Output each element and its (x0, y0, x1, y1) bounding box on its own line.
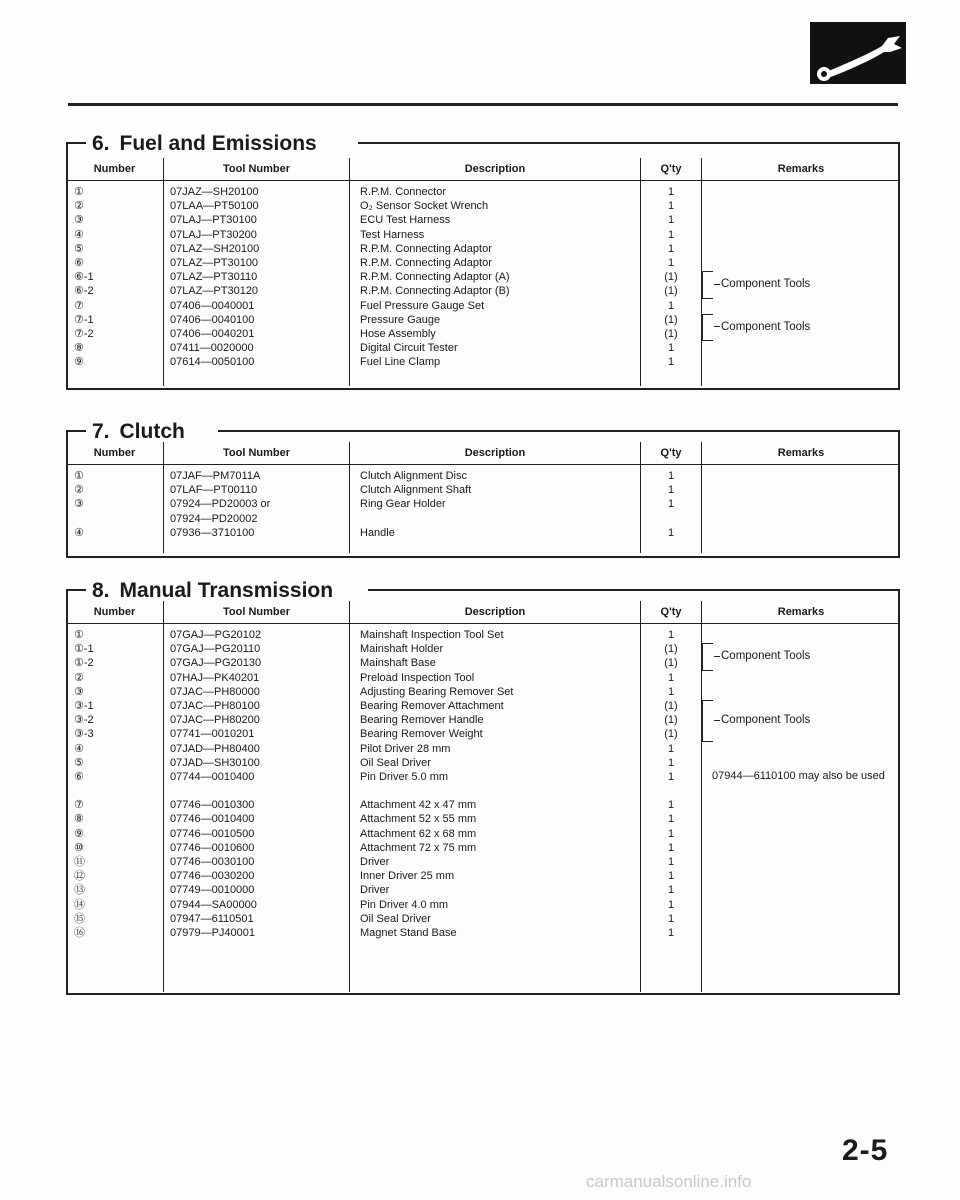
row-qty: (1) (664, 313, 678, 326)
row-tool: 07944—SA00000 (170, 898, 257, 911)
row-qty: 1 (667, 214, 675, 227)
row-n: ④ (74, 526, 84, 539)
row-desc: Adjusting Bearing Remover Set (360, 685, 514, 698)
row-n: ①-2 (74, 657, 94, 670)
row-desc: Pin Driver 5.0 mm (360, 770, 449, 783)
bracket (702, 314, 713, 341)
row-desc: Mainshaft Holder (360, 643, 444, 656)
col-header-tool: Tool Number (164, 442, 350, 465)
row-n: ③-3 (74, 728, 94, 741)
col-header-tool: Tool Number (164, 601, 350, 624)
row-desc: R.P.M. Connector (360, 186, 447, 198)
row-tool: 07LAZ—PT30120 (170, 285, 259, 298)
row-desc: Pilot Driver 28 mm (360, 742, 451, 755)
header-rule (68, 103, 898, 106)
row-qty: 1 (667, 299, 675, 312)
row-n: ⑥ (74, 770, 84, 783)
row-n: ③ (74, 498, 84, 511)
row-qty: (1) (664, 699, 678, 712)
row-n: ⑨ (74, 827, 84, 840)
row-n: ⑮ (74, 912, 85, 925)
row-qty: 1 (667, 671, 675, 684)
row-desc: Ring Gear Holder (360, 498, 446, 511)
number-cell (66, 465, 164, 553)
row-qty: (1) (664, 285, 678, 298)
remark-label: Component Tools (714, 649, 810, 663)
row-n: ④ (74, 742, 84, 755)
row-tool: 07746—0030200 (170, 870, 255, 883)
section-title: 8. Manual Transmission (92, 579, 334, 602)
row-n: ⑩ (74, 841, 84, 854)
row-tool: 07LAA—PT50100 (170, 200, 259, 213)
row-n: ⑦-2 (74, 327, 94, 340)
tools-table (66, 158, 900, 386)
row-tool: 07411—0020000 (170, 342, 254, 355)
row-desc: Attachment 62 x 68 mm (360, 827, 477, 840)
row-qty: 1 (667, 841, 675, 854)
row-qty: 1 (667, 827, 675, 840)
row-desc: Digital Circuit Tester (360, 342, 458, 355)
row-tool: 07746—0010600 (170, 841, 255, 854)
row-desc: Pin Driver 4.0 mm (360, 898, 449, 911)
remark-note: 07944—6110100 may also be used (712, 770, 885, 782)
row-n: ⑥-2 (74, 285, 94, 298)
row-qty: (1) (664, 714, 678, 727)
row-desc: ECU Test Harness (360, 214, 451, 227)
row-desc: Attachment 52 x 55 mm (360, 813, 477, 826)
row-desc: Clutch Alignment Disc (360, 470, 467, 482)
row-tool: 07JAC—PH80100 (170, 699, 260, 712)
row-tool: 07746—0010500 (170, 827, 255, 840)
row-qty: 1 (667, 756, 675, 769)
row-tool: 07HAJ—PK40201 (170, 671, 260, 684)
row-desc: Clutch Alignment Shaft (360, 484, 472, 497)
row-tool: 07LAZ—SH20100 (170, 242, 260, 255)
row-qty: 1 (667, 256, 675, 269)
row-desc: Driver (360, 884, 390, 897)
row-n: ⑪ (74, 856, 85, 868)
row-desc: Oil Seal Driver (360, 756, 431, 769)
row-qty: 1 (667, 242, 675, 255)
row-tool: 07LAJ—PT30200 (170, 228, 257, 241)
row-qty: (1) (664, 657, 678, 670)
row-qty (641, 512, 701, 526)
row-tool: 07LAF—PT00110 (170, 484, 258, 497)
row-qty: 1 (667, 813, 675, 826)
row-tool: 07746—0010400 (170, 813, 255, 826)
row-qty: 1 (667, 228, 675, 241)
row-n: ⑧ (74, 342, 84, 355)
row-n: ⑯ (74, 926, 85, 939)
description-cell (350, 181, 641, 386)
row-desc: Handle (360, 526, 395, 539)
row-desc: R.P.M. Connecting Adaptor (360, 242, 492, 255)
col-header-tool: Tool Number (164, 158, 350, 181)
row-desc: Attachment 42 x 47 mm (360, 799, 477, 812)
row-n: ① (74, 470, 84, 482)
row-tool: 07749—0010000 (170, 884, 255, 897)
row-qty: 1 (667, 629, 675, 641)
row-tool: 07614—0050100 (170, 356, 255, 369)
row-qty: 1 (667, 685, 675, 698)
row-tool: 07924—PD20002 (170, 512, 258, 525)
row-n: ⑦ (74, 799, 84, 812)
tool-number-cell (164, 465, 350, 553)
row-qty: 1 (667, 898, 675, 911)
row-qty: 1 (667, 742, 675, 755)
row-qty: 1 (667, 186, 675, 198)
row-n: ① (74, 186, 84, 198)
row-tool: 07JAF—PM7011A (170, 470, 261, 482)
row-tool: 07406—0040001 (170, 299, 255, 312)
row-n: ② (74, 671, 84, 684)
qty-cell (641, 465, 702, 553)
row-desc: Fuel Pressure Gauge Set (360, 299, 485, 312)
row-n: ⑫ (74, 870, 85, 883)
row-n: ① (74, 629, 84, 641)
row-qty: (1) (664, 327, 678, 340)
row-tool: 07979—PJ40001 (170, 926, 256, 939)
row-desc: Mainshaft Base (360, 657, 436, 670)
wrench-icon (810, 22, 906, 84)
row-n: ⑧ (74, 813, 84, 826)
row-n: ⑥-1 (74, 271, 94, 284)
row-n: ⑥ (74, 256, 84, 269)
row-n: ⑤ (74, 242, 84, 255)
row-qty: (1) (664, 643, 678, 656)
tools-table (66, 442, 900, 553)
col-header-description: Description (350, 158, 641, 181)
row-desc: Preload Inspection Tool (360, 671, 475, 684)
row-desc (360, 784, 640, 798)
qty-cell (641, 624, 702, 992)
row-tool: 07744—0010400 (170, 770, 255, 783)
section-manual-transmission (66, 577, 900, 995)
col-header-number: Number (66, 442, 164, 465)
row-qty: 1 (667, 200, 675, 213)
row-n: ⑨ (74, 356, 84, 369)
row-tool: 07LAZ—PT30100 (170, 256, 259, 269)
watermark: carmanualsonline.info (586, 1172, 752, 1191)
row-n: ⑤ (74, 756, 84, 769)
col-header-description: Description (350, 442, 641, 465)
remark-label: Component Tools (714, 320, 810, 334)
col-header-qty: Q'ty (641, 601, 702, 624)
row-tool: 07947—6110501 (170, 912, 254, 925)
row-qty: (1) (664, 271, 678, 284)
row-desc: Bearing Remover Attachment (360, 699, 504, 712)
tools-table (66, 601, 900, 992)
col-header-remarks: Remarks (702, 442, 901, 465)
row-qty: 1 (667, 498, 675, 511)
col-header-description: Description (350, 601, 641, 624)
row-qty: 1 (667, 356, 675, 369)
row-tool: 07JAD—PH80400 (170, 742, 260, 755)
row-desc: Hose Assembly (360, 327, 436, 340)
row-tool: 07JAC—PH80200 (170, 714, 260, 727)
remark-label: Component Tools (714, 277, 810, 291)
row-tool: 07746—0030100 (170, 856, 255, 868)
col-header-qty: Q'ty (641, 158, 702, 181)
row-n: ② (74, 484, 84, 497)
tool-number-cell (164, 181, 350, 386)
bracket (702, 643, 713, 670)
row-desc: Test Harness (360, 228, 425, 241)
bracket (702, 271, 713, 298)
row-n: ④ (74, 228, 84, 241)
row-n: ⑭ (74, 898, 85, 911)
description-cell (350, 465, 641, 553)
row-desc (360, 512, 640, 526)
row-tool: 07GAJ—PG20102 (170, 629, 262, 641)
row-tool: 07LAJ—PT30100 (170, 214, 257, 227)
col-header-qty: Q'ty (641, 442, 702, 465)
row-n: ①-1 (74, 643, 94, 656)
row-desc: O₂ Sensor Socket Wrench (360, 200, 489, 213)
row-qty: 1 (667, 470, 675, 482)
row-tool: 07741—0010201 (170, 728, 255, 741)
row-desc: Inner Driver 25 mm (360, 870, 455, 883)
row-tool: 07746—0010300 (170, 799, 255, 812)
number-cell (66, 181, 164, 386)
row-qty: 1 (667, 342, 675, 355)
row-desc: Magnet Stand Base (360, 926, 457, 939)
remarks-cell (702, 465, 901, 553)
row-desc: Bearing Remover Handle (360, 714, 484, 727)
row-qty: 1 (667, 912, 675, 925)
col-header-number: Number (66, 601, 164, 624)
row-n (74, 512, 163, 526)
row-desc: Mainshaft Inspection Tool Set (360, 629, 504, 641)
section-title: 6. Fuel and Emissions (92, 132, 317, 155)
row-n: ③ (74, 685, 84, 698)
row-qty: (1) (664, 728, 678, 741)
row-desc: Attachment 72 x 75 mm (360, 841, 477, 854)
remark-label: Component Tools (714, 713, 810, 727)
col-header-remarks: Remarks (702, 601, 901, 624)
row-desc: Oil Seal Driver (360, 912, 431, 925)
row-n (74, 784, 163, 798)
row-n: ⑦-1 (74, 313, 94, 326)
row-tool: 07GAJ—PG20110 (170, 643, 261, 656)
row-desc: R.P.M. Connecting Adaptor (B) (360, 285, 510, 298)
row-qty: 1 (667, 870, 675, 883)
row-tool: 07LAZ—PT30110 (170, 271, 258, 284)
col-header-number: Number (66, 158, 164, 181)
row-qty (641, 784, 701, 798)
row-qty: 1 (667, 770, 675, 783)
col-header-remarks: Remarks (702, 158, 901, 181)
row-qty: 1 (667, 884, 675, 897)
row-n: ③-1 (74, 699, 94, 712)
row-tool: 07406—0040100 (170, 313, 255, 326)
row-n: ⑬ (74, 884, 85, 897)
section-clutch (66, 418, 900, 558)
row-qty: 1 (667, 856, 675, 868)
bracket (702, 700, 713, 742)
row-desc: Bearing Remover Weight (360, 728, 483, 741)
row-n: ③ (74, 214, 84, 227)
row-tool: 07JAD—SH30100 (170, 756, 260, 769)
row-tool: 07JAC—PH80000 (170, 685, 260, 698)
remarks-cell (702, 624, 901, 992)
tool-number-cell (164, 624, 350, 992)
row-tool: 07406—0040201 (170, 327, 255, 340)
page-number: 2-5 (842, 1134, 889, 1167)
row-tool: 07924—PD20003 or (170, 498, 271, 511)
row-tool: 07JAZ—SH20100 (170, 186, 259, 198)
section-fuel-emissions (66, 130, 900, 390)
row-n: ③-2 (74, 714, 94, 727)
row-qty: 1 (667, 526, 675, 539)
row-tool: 07GAJ—PG20130 (170, 657, 262, 670)
row-qty: 1 (667, 926, 675, 939)
row-qty: 1 (667, 799, 675, 812)
row-desc: R.P.M. Connecting Adaptor (A) (360, 271, 510, 284)
description-cell (350, 624, 641, 992)
row-desc: Fuel Line Clamp (360, 356, 441, 369)
row-tool: 07936—3710100 (170, 526, 255, 539)
row-desc: Driver (360, 856, 390, 868)
section-title: 7. Clutch (92, 420, 185, 443)
number-cell (66, 624, 164, 992)
row-desc: R.P.M. Connecting Adaptor (360, 256, 492, 269)
qty-cell (641, 181, 702, 386)
row-n: ⑦ (74, 299, 84, 312)
row-desc: Pressure Gauge (360, 313, 441, 326)
row-tool (170, 784, 349, 798)
row-n: ② (74, 200, 84, 213)
remarks-cell (702, 181, 901, 386)
row-qty: 1 (667, 484, 675, 497)
